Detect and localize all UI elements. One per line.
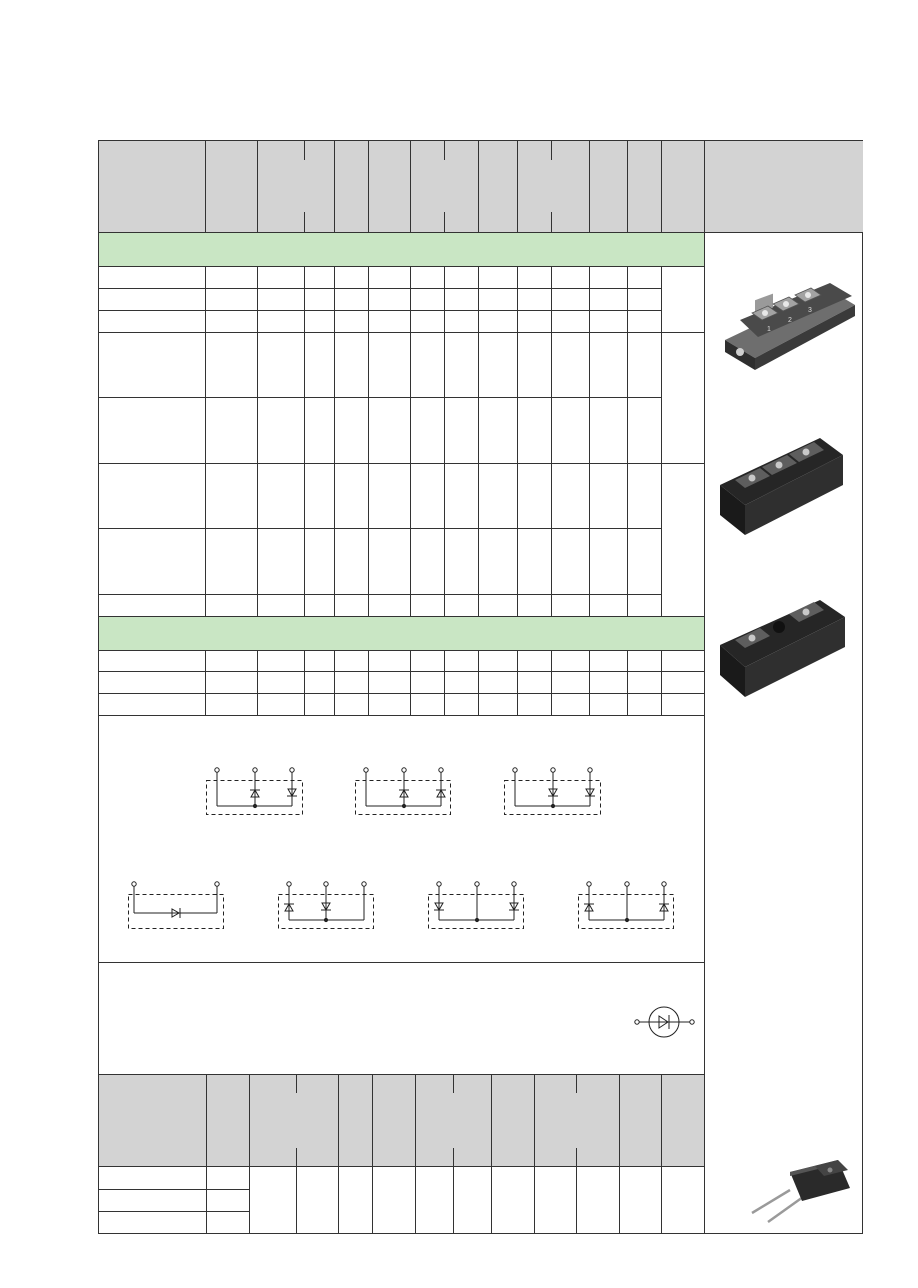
- product-image-to-247: [752, 1160, 850, 1222]
- terminal-label-2: 2: [788, 317, 792, 324]
- product-image-module-large: [720, 600, 845, 697]
- circuit-diagram-4: [129, 882, 224, 929]
- circuit-diagram-6: [429, 882, 524, 929]
- product-image-module-medium: [720, 438, 843, 535]
- upper-table-header: [99, 141, 863, 232]
- diode-symbol-icon: [635, 1007, 694, 1037]
- terminal-label-3: 3: [808, 307, 812, 314]
- upper-rows-section-1: [99, 266, 704, 617]
- circuit-diagram-2: [356, 768, 451, 815]
- upper-rows-section-2: [99, 650, 704, 716]
- document-type: [0, 0, 17, 1]
- circuit-diagram-3: [505, 768, 601, 815]
- circuit-diagram-5: [279, 882, 374, 929]
- lower-table-header: [99, 1075, 704, 1166]
- terminal-label-1: 1: [767, 326, 771, 333]
- circuit-diagram-7: [579, 882, 674, 929]
- circuit-diagram-1: [207, 768, 303, 815]
- section-band-1: [99, 233, 704, 266]
- product-image-module-small: [725, 283, 855, 370]
- section-band-2: [99, 617, 704, 650]
